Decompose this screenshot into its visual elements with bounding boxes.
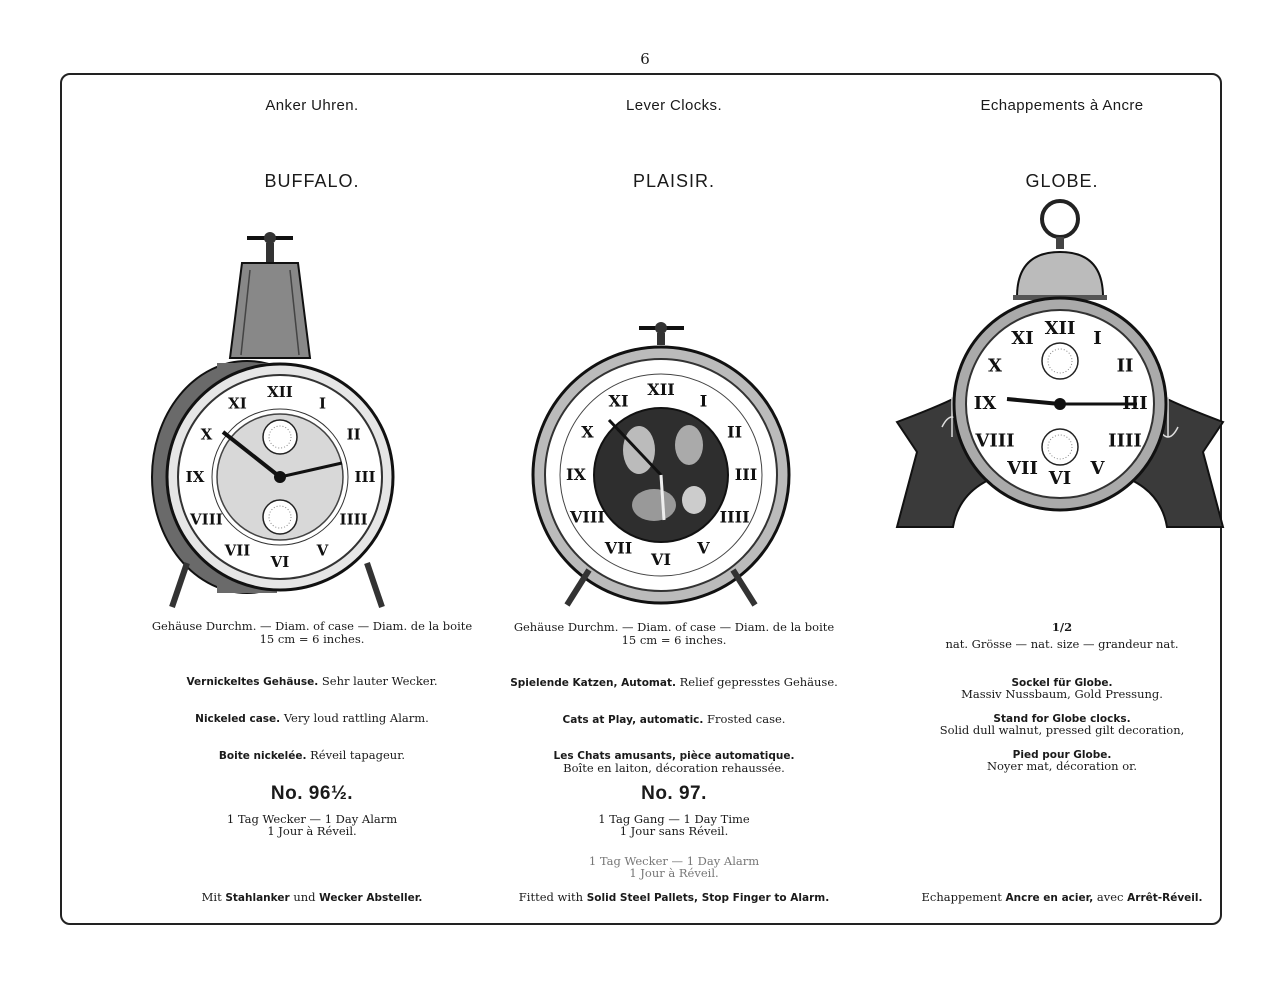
size-note: nat. Grösse — nat. size — grandeur nat. [945,637,1179,651]
clock-numeral: VII [224,541,251,560]
case-diameter: Gehäuse Durchm. — Diam. of case — Diam. de la boite [151,619,473,633]
catalog-number: No. 96½. [270,783,354,804]
clock-numeral: I [699,391,708,411]
clock-numeral: XI [228,394,247,413]
plaisir-clock-illustration [479,315,869,615]
clock-numeral: V [316,541,329,560]
clock-numeral: III [354,468,376,486]
footer-note: Mit Stahlanker und Wecker Absteller. [201,890,423,904]
footer-note: Echappement Ancre en acier, avec Arrêt-Réveil. [921,890,1203,904]
english-description: Nickeled case. Very loud rattling Alarm. [195,711,429,725]
clock-numeral: VI [1048,468,1072,489]
clock-numeral: XII [647,380,675,399]
clock-numeral: III [1122,393,1148,414]
english-description: Solid dull walnut, pressed gilt decoration, [939,723,1185,737]
clock-numeral: IIII [339,510,368,529]
clock-numeral: X [200,425,213,444]
clock-numeral: XI [1011,328,1034,349]
case-size: 15 cm = 6 inches. [621,633,727,647]
language-heading: Lever Clocks. [625,97,723,114]
french-description: Boite nickelée. Réveil tapageur. [218,748,406,762]
french-description-bold: Pied pour Globe. [1012,749,1112,761]
case-diameter: Gehäuse Durchm. — Diam. of case — Diam. de la boite [513,620,835,634]
clock-numeral: IX [566,465,586,484]
clock-numeral: II [346,425,361,444]
clock-numeral: IIII [719,507,750,527]
clock-numeral: I [318,394,327,413]
clock-numeral: II [1116,355,1134,377]
column-globe [867,75,1257,923]
clock-numeral: VIII [975,430,1015,452]
clock-numeral: X [988,355,1002,377]
case-size: 15 cm = 6 inches. [259,632,365,646]
clock-numeral: IX [973,393,997,414]
clock-numeral: XII [1044,318,1076,339]
catalog-number: No. 97. [641,783,707,804]
clock-numeral: I [1093,328,1102,349]
model-name: GLOBE. [1025,171,1099,191]
clock-numeral: II [727,422,743,442]
clock-numeral: V [1090,458,1105,479]
footer-note: Fitted with Solid Steel Pallets, Stop Finger to Alarm. [518,890,830,904]
days-line-1: 1 Tag Gang — 1 Day Time [598,812,750,826]
model-name: BUFFALO. [264,171,360,191]
clock-numeral: VIII [569,507,605,527]
english-description: Cats at Play, automatic. Frosted case. [562,712,786,726]
german-description-bold: Sockel für Globe. [1011,677,1113,689]
alarm-variant-line-1: 1 Tag Wecker — 1 Day Alarm [588,854,760,868]
clock-numeral: VI [270,553,290,571]
clock-numeral: X [581,422,594,442]
english-description-bold: Stand for Globe clocks. [993,713,1131,725]
clock-numeral: IX [185,468,205,486]
german-description: Vernickeltes Gehäuse. Sehr lauter Wecker. [186,674,438,688]
days-line-1: 1 Tag Wecker — 1 Day Alarm [226,812,398,826]
clock-numeral: IIII [1108,430,1142,452]
page-number: 6 [640,50,650,68]
catalog-frame [60,73,1222,925]
days-line-2: 1 Jour sans Réveil. [619,824,729,838]
clock-numeral: III [734,465,758,484]
column-plaisir [479,75,869,923]
french-description: Boîte en laiton, décoration rehaussée. [563,761,785,775]
language-heading: Echappements à Ancre [980,97,1144,114]
clock-numeral: XI [608,391,629,411]
size-fraction: 1/2 [1051,620,1073,634]
french-description: Noyer mat, décoration or. [986,759,1138,773]
clock-numeral: XII [267,383,293,401]
days-line-2: 1 Jour à Réveil. [267,824,357,838]
clock-numeral: V [697,538,710,558]
column-buffalo [117,75,507,923]
clock-numeral: VIII [190,510,223,529]
clock-numeral: VII [604,538,633,558]
globe-clock-illustration [867,197,1257,617]
german-description: Spielende Katzen, Automat. Relief gepresstes Gehäuse. [510,675,838,689]
german-description: Massiv Nussbaum, Gold Pressung. [961,687,1163,701]
french-description-bold: Les Chats amusants, pièce automatique. [553,750,795,762]
buffalo-clock-illustration [117,225,507,615]
alarm-variant-line-2: 1 Jour à Réveil. [629,866,719,880]
language-heading: Anker Uhren. [265,97,359,114]
clock-numeral: VII [1007,458,1038,479]
clock-numeral: VI [651,550,671,569]
model-name: PLAISIR. [632,171,716,191]
